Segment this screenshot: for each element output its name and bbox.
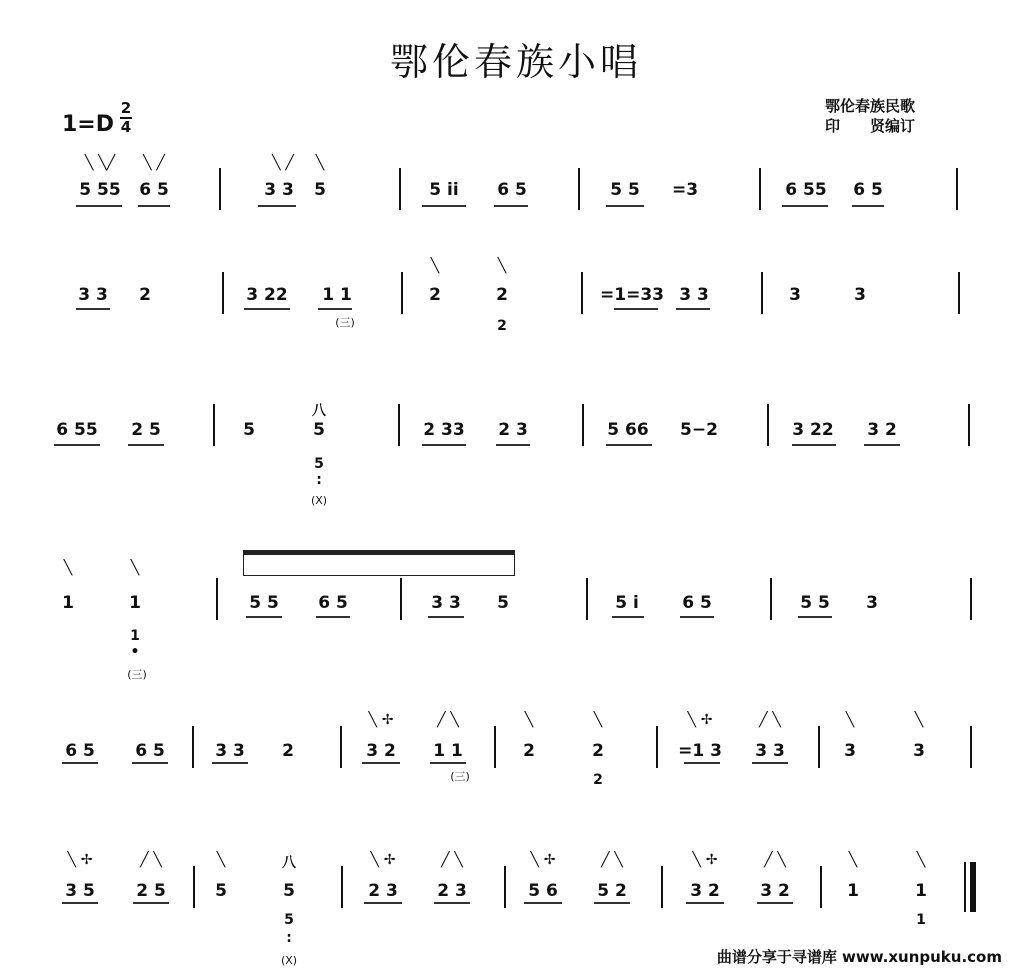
underline [430,762,466,764]
underline [680,616,714,618]
note-group: 2 [496,285,508,305]
note-group: 2 5 [136,881,166,901]
underline [792,444,836,446]
note-group: 3 2 [760,881,790,901]
barline [340,726,342,768]
credits-source: 鄂伦春族民歌 [825,97,916,115]
footer-watermark: 曲谱分享于寻谱库 www.xunpuku.com [716,948,1002,966]
bowing-mark: ╲ ╱ [272,155,294,171]
note-group: =1=33 [600,285,664,305]
bowing-mark: ╱ ╲ [140,852,162,868]
note-group: 6 5 [318,593,348,613]
bowing-mark: ╲ ✢ [368,712,394,728]
barline [398,404,400,446]
note-group: 1 [129,593,141,613]
note-group: 3 3 [78,285,108,305]
underline [612,616,644,618]
time-signature-bottom: 4 [120,118,132,136]
barline [661,866,663,908]
underline [258,205,296,207]
bowing-mark: ╲ ╲╱ [84,155,116,171]
note-group: 5 [243,420,255,440]
underline [752,762,788,764]
note-group: 5 5 [249,593,279,613]
note-group: 6 5 [497,180,527,200]
barline [586,578,588,620]
barline [770,578,772,620]
note-group: 5 6 [528,881,558,901]
barline [399,168,401,210]
barline [818,726,820,768]
barline [767,404,769,446]
credits [825,96,915,136]
bowing-mark: ╲ ✢ [692,852,718,868]
bowing-mark: ╲ [524,712,534,728]
harmonic-note: 1 [130,628,140,644]
bowing-bracket [243,550,515,576]
barline [494,726,496,768]
note-group: 3 [789,285,801,305]
note-group: 6 55 [785,180,827,200]
underline [864,444,900,446]
underline [798,616,832,618]
note-group: 3 2 [690,881,720,901]
underline [494,205,528,207]
bowing-mark: ╲ [916,852,926,868]
barline [656,726,658,768]
dot-mark: : [286,930,292,946]
note-group: 2 [592,741,604,761]
underline [782,205,828,207]
fingering-label: (三) [127,668,147,681]
note-group: 5 2 [597,881,627,901]
key-signature: 1=D [62,112,115,137]
harmonic-note: 2 [593,772,603,788]
note-group: 3 [866,593,878,613]
note-group: 6 5 [65,741,95,761]
credits-editor: 印 贤编订 [825,117,916,135]
note-group: 2 5 [131,420,161,440]
note-group: 5 [215,881,227,901]
note-group: 2 3 [437,881,467,901]
barline [193,866,195,908]
note-group: 1 1 [322,285,352,305]
underline [496,444,530,446]
bowing-mark: ╲ [848,852,858,868]
note-group: 2 [429,285,441,305]
bowing-mark: ╲ ✢ [67,852,93,868]
underline [757,902,793,904]
bowing-mark: ╲ [130,560,140,576]
dot-mark: • [130,644,140,660]
note-group: 2 3 [368,881,398,901]
underline [244,308,290,310]
underline [422,444,466,446]
underline [76,205,122,207]
underline [606,205,644,207]
bowing-mark: ╱ ╲ [759,712,781,728]
note-group: 5 66 [607,420,649,440]
underline [76,308,110,310]
bowing-mark: ╲ ✢ [370,852,396,868]
note-group: 3 3 [679,285,709,305]
note-group: 5 ii [429,180,459,200]
fingering-label: (X) [280,954,298,967]
underline [316,616,350,618]
barline [759,168,761,210]
barline [219,168,221,210]
underline [524,902,562,904]
underline [132,762,168,764]
underline [212,762,248,764]
bowing-mark: ╱ ╲ [601,852,623,868]
note-group: 1 1 [433,741,463,761]
harmonic-note: 2 [497,318,507,334]
barline [968,404,970,446]
bowing-mark: ╲ ✢ [530,852,556,868]
barline [970,726,972,768]
underline [133,902,169,904]
fingering-label: (三) [335,316,355,329]
underline [138,205,170,207]
note-group: 6 5 [135,741,165,761]
bowing-mark: ╲ ✢ [687,712,713,728]
final-barline [970,862,976,912]
barline [341,866,343,908]
barline [582,404,584,446]
note-group: 5 5 [610,180,640,200]
underline [128,444,164,446]
bowing-mark: ╲ [63,560,73,576]
underline [684,762,720,764]
underline [246,616,282,618]
ornament-mark: 八 [312,403,326,419]
note-group: 5 [497,593,509,613]
note-group: 5 55 [79,180,121,200]
note-group: 2 3 [498,420,528,440]
harmonic-note: 1 [916,912,926,928]
note-group: 1 [915,881,927,901]
note-group: 3 3 [264,180,294,200]
bowing-mark: ╲ [216,852,226,868]
note-group: 5 [314,180,326,200]
note-group: 1 [62,593,74,613]
note-group: 5−2 [680,420,718,440]
underline [422,205,466,207]
note-group: 6 55 [56,420,98,440]
bowing-mark: ╲ [593,712,603,728]
note-group: 3 [854,285,866,305]
barline [581,272,583,314]
underline [594,902,630,904]
underline [686,902,724,904]
bowing-mark: ╲ ╱ [143,155,165,171]
note-group: 6 5 [139,180,169,200]
barline [970,578,972,620]
note-group: 3 2 [867,420,897,440]
bowing-mark: ╲ [845,712,855,728]
barline [958,272,960,314]
note-group: 3 2 [366,741,396,761]
underline [62,902,98,904]
note-group: 3 3 [431,593,461,613]
underline [676,308,710,310]
dot-mark: : [316,472,322,488]
barline [964,862,966,912]
harmonic-note: 5 [284,912,294,928]
note-group: 3 5 [65,881,95,901]
note-group: 1 [847,881,859,901]
barline [401,272,403,314]
note-group: 3 22 [792,420,834,440]
barline [216,578,218,620]
note-group: 2 [282,741,294,761]
note-group: 5 [283,881,295,901]
underline [852,205,884,207]
note-group: 2 [139,285,151,305]
bowing-mark: ╱ ╲ [441,852,463,868]
bowing-mark: ╲ [914,712,924,728]
bowing-mark: ╱ ╲ [764,852,786,868]
fingering-label: (三) [450,770,470,783]
underline [364,902,402,904]
note-group: 3 3 [755,741,785,761]
time-signature-top: 2 [120,99,132,117]
bowing-mark: ╲ [497,258,507,274]
note-group: 3 3 [215,741,245,761]
barline [504,866,506,908]
note-group: 2 [523,741,535,761]
barline [192,726,194,768]
note-group: 5 i [615,593,639,613]
bowing-mark: ╲ [315,155,325,171]
fingering-label: (X) [310,494,328,507]
song-title: 鄂伦春族小唱 [389,40,642,85]
barline [761,272,763,314]
underline [318,308,352,310]
time-signature [120,100,132,136]
underline [54,444,100,446]
note-group: 5 5 [800,593,830,613]
note-group: 3 22 [246,285,288,305]
underline [614,308,658,310]
barline [400,578,402,620]
barline [956,168,958,210]
note-group: 3 [844,741,856,761]
barline [578,168,580,210]
underline [428,616,464,618]
underline [362,762,400,764]
barline [222,272,224,314]
note-group: 3 [913,741,925,761]
note-group: 5 [313,420,325,440]
underline [62,762,98,764]
barline [213,404,215,446]
underline [434,902,470,904]
note-group: =1 3 [678,741,722,761]
bowing-mark: ╲ [430,258,440,274]
underline [606,444,652,446]
note-group: 6 5 [853,180,883,200]
note-group: =3 [671,180,699,200]
note-group: 2 33 [423,420,465,440]
ornament-mark: 八 [282,855,296,871]
harmonic-note: 5 [314,456,324,472]
note-group: 6 5 [682,593,712,613]
barline [820,866,822,908]
bowing-mark: ╱ ╲ [437,712,459,728]
